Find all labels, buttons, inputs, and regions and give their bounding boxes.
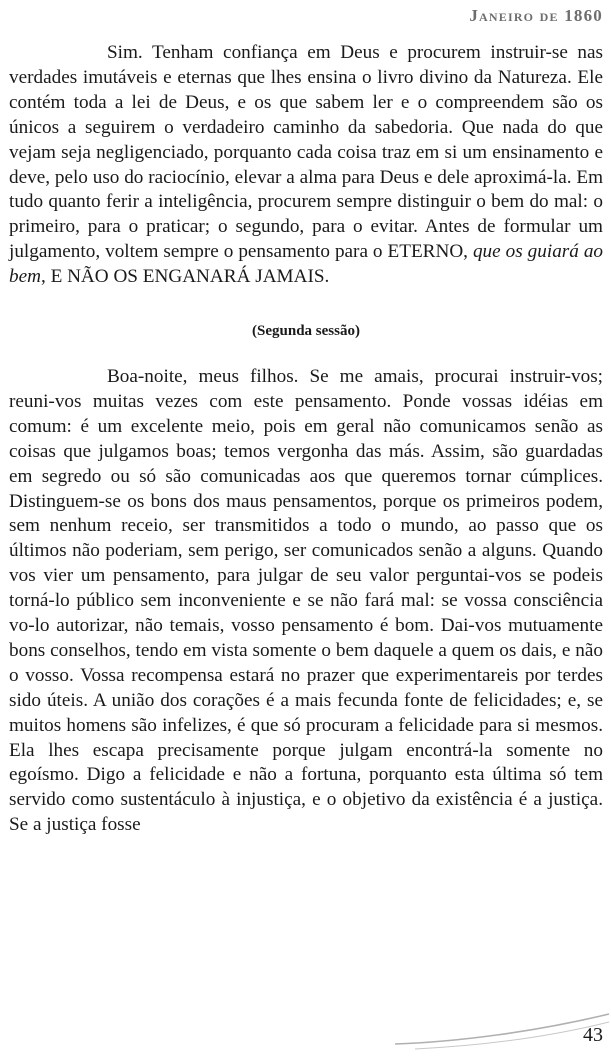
page-number: 43 xyxy=(583,1024,603,1046)
section-heading: (Segunda sessão) xyxy=(252,323,360,340)
paragraph-first-italic: que os guiará ao bem xyxy=(9,241,604,288)
footer-swoosh-ornament xyxy=(395,1012,611,1059)
paragraph-first-end: , E NÃO OS ENGANARÁ JAMAIS. xyxy=(40,266,330,288)
paragraph-second: Boa-noite, meus filhos. Se me amais, procurai instruir-vos; reuni-vos muitas vezes com este pensamento. Ponde vossas idéias em comum: é um excelente meio, pois em geral não comunicamos senão as coisas que julgamos boas; temos vergonha das más. Assim, são guardadas em segredo ou só são comunicadas aos que queremos tornar cúmplices. Distinguem-se os bons dos maus pensamentos, porque os primeiros podem, sem nenhum receio, ser transmitidos a todo o mundo, ao passo que os últimos não poderiam, sem perigo, ser comunicados senão a alguns. Quando vos vier um pensamento, para julgar de seu valor perguntai-vos se podeis torná-lo público sem inconveniente e se não fará mal: se vossa consciência vo-lo autorizar, não temais, vosso pensamento é bom. Dai-vos mutuamente bons conselhos, tendo em vista somente o bem daquele a quem os dais, e não o vosso. Vossa recompensa estará no prazer que experimentareis por terdes sido úteis. A união dos corações é a mais fecunda fonte de felicidades; e, se muitos homens são infelizes, é que só procuram a felicidade para si mesmos. Ela lhes escapa precisamente porque julgam encontrá-la somente no egoísmo. Digo a felicidade e não a fortuna, porquanto esta última só tem servido como sustentáculo à injustiça, e o objetivo da existência é a justiça. Se a justiça fosse xyxy=(9,365,603,836)
paragraph-first-text: Sim. Tenham confiança em Deus e procurem instruir-se nas verdades imutáveis e eternas que lhes ensina o livro divino da Natureza. Ele contém toda a lei de Deus, e os que sabem ler e o compreendem são os únicos a seguirem o verdadeiro caminho da sabedoria. Que nada do que vejam seja negligenciado, porquanto cada coisa traz em si um ensinamento e deve, pelo uso do raciocínio, elevar a alma para Deus e dele aproximá-la. Em tudo quanto ferir a inteligência, procurem sempre distinguir o bem do mal: o primeiro, para o praticar; o segundo, para o evitar. Antes de formular um julgamento, voltem sempre o pensamento para o ETERNO, xyxy=(9,42,603,263)
paragraph-first xyxy=(9,41,603,290)
running-header: Janeiro de 1860 xyxy=(469,6,603,25)
page-body xyxy=(9,41,603,838)
